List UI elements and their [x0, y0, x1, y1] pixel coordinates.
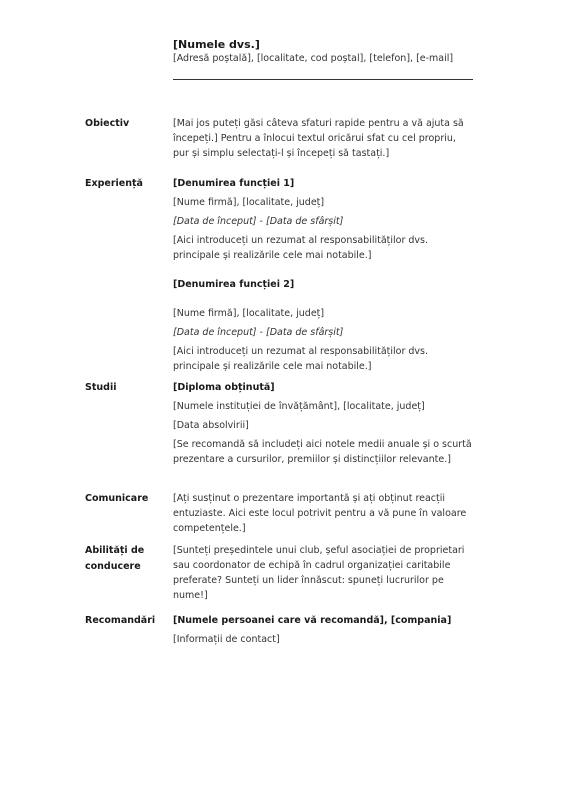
- job-summary[interactable]: [Aici introduceți un rezumat al responsabilităților dvs. principale și realizările cele mai notabile.]: [173, 346, 429, 372]
- experience-content: [173, 176, 473, 378]
- job-summary[interactable]: [Aici introduceți un rezumat al responsabilităților dvs. principale și realizările cele mai notabile.]: [173, 235, 429, 261]
- objective-text[interactable]: [Mai jos puteți găsi câteva sfaturi rapide pentru a vă ajuta să începeți.] Pentru a înlocui textul oricărui sfat cu cel propriu, pur și simplu selectați-l și începeți să tastați.]: [173, 118, 464, 159]
- job-dates[interactable]: [Data de început] - [Data de sfârșit]: [173, 216, 344, 227]
- spacer: [173, 296, 473, 306]
- section-label-references: Recomandări: [85, 615, 156, 626]
- section-label-communication: Comunicare: [85, 493, 149, 504]
- objective-content: [173, 116, 473, 165]
- education-institution[interactable]: [Numele instituției de învățământ], [localitate, județ]: [173, 401, 425, 412]
- job-dates[interactable]: [Data de început] - [Data de sfârșit]: [173, 327, 344, 338]
- job-company[interactable]: [Nume firmă], [localitate, județ]: [173, 197, 325, 208]
- leadership-content: [173, 543, 473, 607]
- education-degree[interactable]: [Diploma obținută]: [173, 382, 275, 393]
- resume-header: [173, 38, 473, 65]
- section-label-education: Studii: [85, 382, 117, 393]
- job-company[interactable]: [Nume firmă], [localitate, județ]: [173, 308, 325, 319]
- job-title[interactable]: [Denumirea funcției 1]: [173, 178, 295, 189]
- header-divider: [173, 79, 473, 80]
- candidate-name[interactable]: [Numele dvs.]: [173, 38, 260, 51]
- communication-content: [173, 491, 473, 540]
- section-label-objective: Obiectiv: [85, 118, 130, 129]
- leadership-text[interactable]: [Sunteți președintele unui club, șeful asociației de proprietari sau coordonator de echipă în cadrul organizației caritabile preferate? Sunteți un lider înnăscut: spuneți lucrurilor pe nume!]: [173, 545, 465, 601]
- reference-contact[interactable]: [Informații de contact]: [173, 634, 280, 645]
- references-content: [173, 613, 473, 651]
- education-content: [173, 380, 473, 471]
- section-label-leadership: Abilități de conducere: [85, 545, 145, 572]
- spacer: [173, 267, 473, 277]
- reference-name[interactable]: [Numele persoanei care vă recomandă], [compania]: [173, 615, 452, 626]
- job-title[interactable]: [Denumirea funcției 2]: [173, 279, 295, 290]
- section-label-experience: Experiență: [85, 178, 143, 189]
- candidate-contact[interactable]: [Adresă poștală], [localitate, cod poștal], [telefon], [e-mail]: [173, 53, 454, 64]
- education-note[interactable]: [Se recomandă să includeți aici notele medii anuale și o scurtă prezentare a cursurilor, premiilor și distincțiilor relevante.]: [173, 439, 472, 465]
- education-date[interactable]: [Data absolvirii]: [173, 420, 249, 431]
- communication-text[interactable]: [Ați susținut o prezentare importantă și ați obținut reacții entuziaste. Aici este locul potrivit pentru a vă pune în valoare competențele.]: [173, 493, 467, 534]
